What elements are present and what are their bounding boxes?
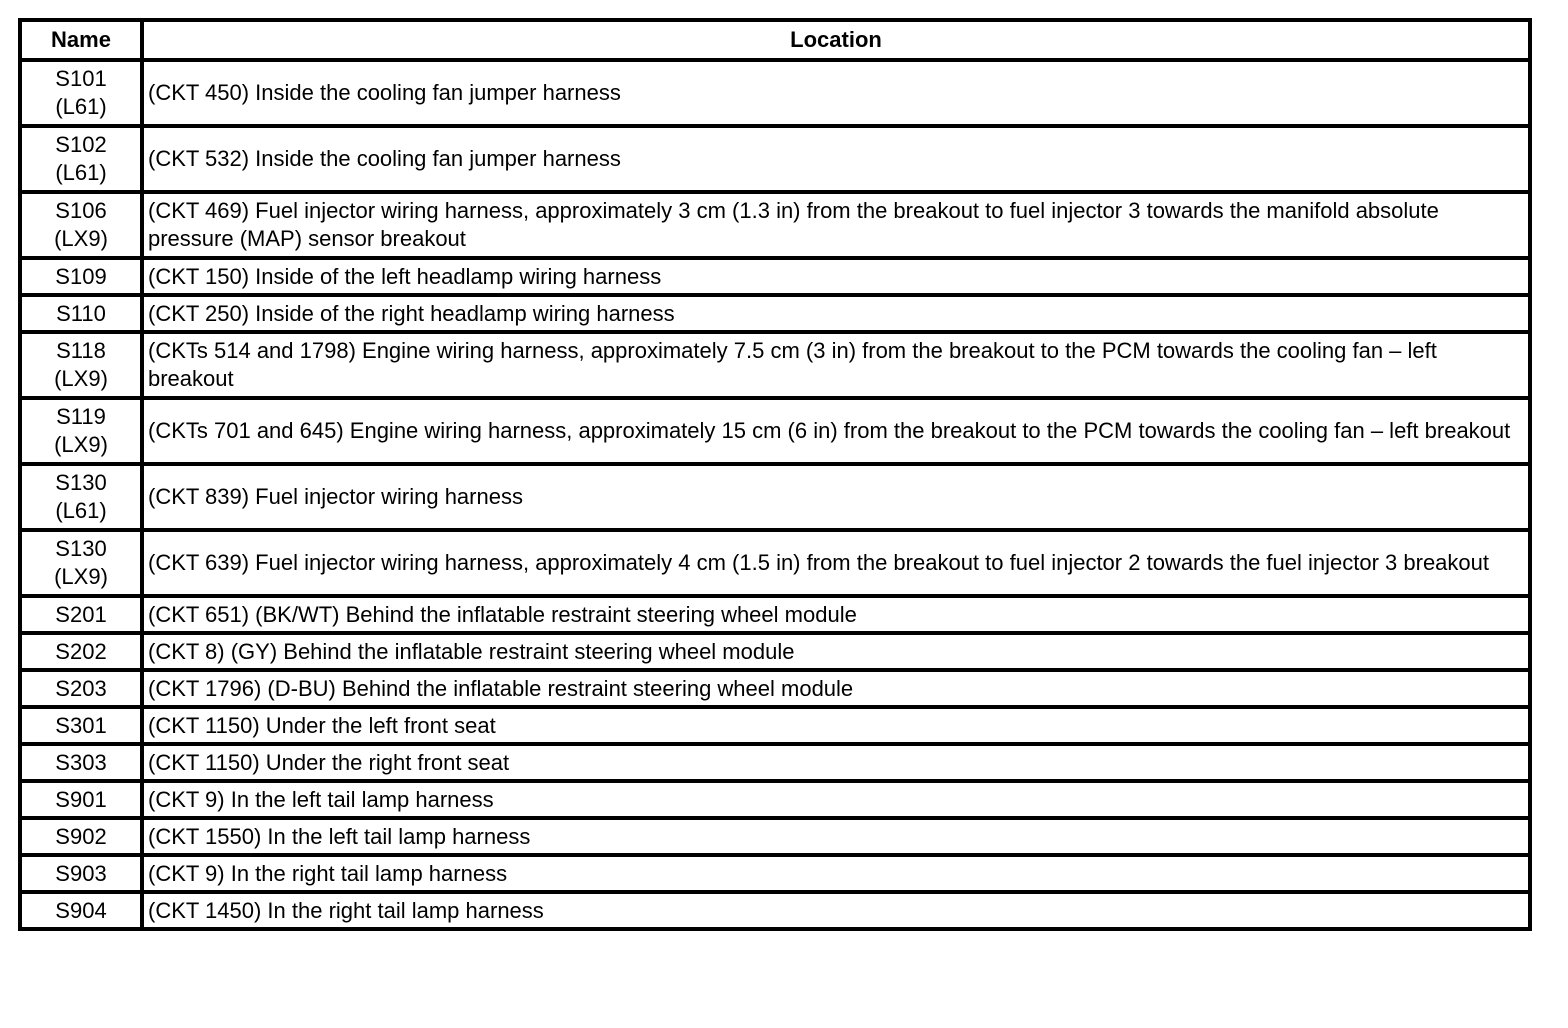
splice-name-cell [20, 60, 142, 126]
splice-id: S303 [55, 749, 107, 775]
table-row [20, 126, 1530, 192]
splice-location-cell: (CKTs 701 and 645) Engine wiring harness, approximately 15 cm (6 in) from the breakout to the PCM towards the cooling fan – left breakout [142, 398, 1530, 464]
splice-location-cell: (CKT 250) Inside of the right headlamp wiring harness [142, 295, 1530, 332]
splice-name-cell [20, 295, 142, 332]
splice-id: S102 [55, 132, 107, 157]
engine-code: (LX9) [54, 432, 108, 457]
engine-code: (L61) [55, 498, 107, 523]
table-row [20, 855, 1530, 892]
splice-id: S203 [55, 675, 107, 701]
table-row [20, 464, 1530, 530]
splice-location-table [18, 18, 1532, 931]
splice-name-cell [20, 744, 142, 781]
splice-location-cell: (CKT 450) Inside the cooling fan jumper harness [142, 60, 1530, 126]
table-row [20, 633, 1530, 670]
splice-location-cell: (CKT 9) In the left tail lamp harness [142, 781, 1530, 818]
engine-code: (LX9) [54, 366, 108, 391]
table-row [20, 60, 1530, 126]
splice-location-cell: (CKT 150) Inside of the left headlamp wiring harness [142, 258, 1530, 295]
splice-location-cell: (CKT 9) In the right tail lamp harness [142, 855, 1530, 892]
splice-location-cell: (CKT 1150) Under the right front seat [142, 744, 1530, 781]
splice-name-cell [20, 633, 142, 670]
splice-location-cell: (CKT 1150) Under the left front seat [142, 707, 1530, 744]
splice-location-cell: (CKT 639) Fuel injector wiring harness, approximately 4 cm (1.5 in) from the breakout to fuel injector 2 towards the fuel injector 3 breakout [142, 530, 1530, 596]
table-header-row [20, 20, 1530, 60]
splice-name-cell [20, 464, 142, 530]
engine-code: (L61) [55, 94, 107, 119]
splice-id: S109 [55, 263, 107, 289]
splice-location-cell: (CKT 1450) In the right tail lamp harness [142, 892, 1530, 929]
splice-location-cell: (CKT 839) Fuel injector wiring harness [142, 464, 1530, 530]
splice-id: S101 [55, 66, 107, 91]
splice-name-cell [20, 892, 142, 929]
splice-location-cell: (CKT 469) Fuel injector wiring harness, approximately 3 cm (1.3 in) from the breakout to fuel injector 3 towards the manifold absolute pressure (MAP) sensor breakout [142, 192, 1530, 258]
splice-id: S110 [56, 300, 106, 326]
table-row [20, 332, 1530, 398]
splice-id: S119 [56, 404, 106, 429]
splice-location-cell: (CKT 651) (BK/WT) Behind the inflatable restraint steering wheel module [142, 596, 1530, 633]
splice-id: S903 [55, 860, 107, 886]
splice-id: S130 [55, 470, 107, 495]
splice-id: S901 [55, 786, 107, 812]
splice-name-cell [20, 596, 142, 633]
splice-id: S904 [55, 897, 107, 923]
splice-id: S202 [55, 638, 107, 664]
splice-location-cell: (CKT 1550) In the left tail lamp harness [142, 818, 1530, 855]
table-row [20, 707, 1530, 744]
table-row [20, 818, 1530, 855]
splice-name-cell [20, 258, 142, 295]
table-row [20, 596, 1530, 633]
splice-id: S106 [55, 198, 107, 223]
splice-name-cell [20, 332, 142, 398]
splice-name-cell [20, 707, 142, 744]
header-location: Location [142, 20, 1530, 60]
engine-code: (LX9) [54, 226, 108, 251]
splice-table-container [18, 18, 1532, 931]
table-row [20, 744, 1530, 781]
splice-id: S130 [55, 536, 107, 561]
splice-name-cell [20, 855, 142, 892]
table-row [20, 295, 1530, 332]
engine-code: (L61) [55, 160, 107, 185]
splice-name-cell [20, 398, 142, 464]
table-row [20, 781, 1530, 818]
table-row [20, 258, 1530, 295]
splice-location-cell: (CKT 532) Inside the cooling fan jumper harness [142, 126, 1530, 192]
splice-location-cell: (CKT 8) (GY) Behind the inflatable restraint steering wheel module [142, 633, 1530, 670]
table-row [20, 530, 1530, 596]
splice-id: S301 [55, 712, 107, 738]
splice-id: S201 [55, 601, 107, 627]
engine-code: (LX9) [54, 564, 108, 589]
splice-name-cell [20, 530, 142, 596]
splice-name-cell [20, 126, 142, 192]
splice-name-cell [20, 781, 142, 818]
header-name: Name [20, 20, 142, 60]
splice-name-cell [20, 818, 142, 855]
splice-id: S118 [56, 338, 106, 363]
splice-name-cell [20, 192, 142, 258]
table-row [20, 398, 1530, 464]
splice-id: S902 [55, 823, 107, 849]
splice-location-cell: (CKT 1796) (D-BU) Behind the inflatable restraint steering wheel module [142, 670, 1530, 707]
splice-name-cell [20, 670, 142, 707]
splice-location-cell: (CKTs 514 and 1798) Engine wiring harness, approximately 7.5 cm (3 in) from the breakout to the PCM towards the cooling fan – left breakout [142, 332, 1530, 398]
table-row [20, 192, 1530, 258]
table-row [20, 670, 1530, 707]
table-row [20, 892, 1530, 929]
